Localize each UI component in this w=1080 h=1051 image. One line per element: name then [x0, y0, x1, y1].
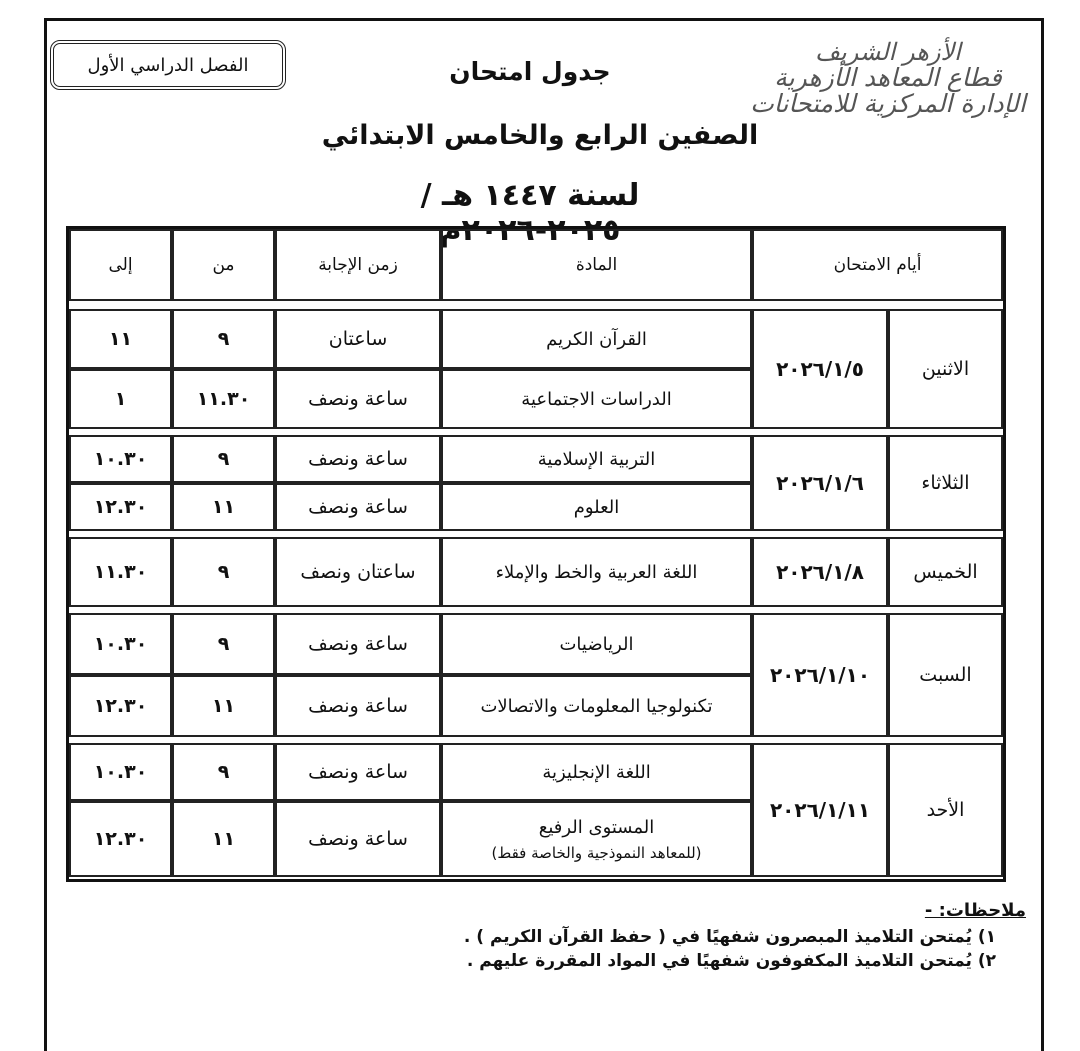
exam-date: ٢٠٢٦/١/٨	[752, 537, 888, 607]
logo-line-3: الإدارة المركزية للامتحانات	[750, 89, 1026, 119]
subject-name: المستوى الرفيع	[538, 816, 655, 838]
header-from: من	[172, 229, 275, 301]
semester-box	[50, 40, 286, 90]
exam-date: ٢٠٢٦/١/١٠	[752, 613, 888, 737]
exam-date: ٢٠٢٦/١/٥	[752, 309, 888, 429]
row-from: ١١	[172, 801, 275, 877]
logo-line-2: قطاع المعاهد الأزهرية	[774, 63, 1002, 93]
row-duration: ساعة ونصف	[275, 743, 441, 801]
semester-label: الفصل الدراسي الأول	[87, 54, 249, 76]
row-from: ١١.٣٠	[172, 369, 275, 429]
row-duration: ساعتان	[275, 309, 441, 369]
row-from: ٩	[172, 743, 275, 801]
row-to: ١١.٣٠	[69, 537, 172, 607]
logo-line-1: الأزهر الشريف	[815, 38, 961, 66]
row-duration: ساعة ونصف	[275, 801, 441, 877]
exam-day: الاثنين	[888, 309, 1003, 429]
row-to: ١٢.٣٠	[69, 675, 172, 737]
row-to: ١٠.٣٠	[69, 613, 172, 675]
row-duration: ساعة ونصف	[275, 435, 441, 483]
row-to: ١٠.٣٠	[69, 743, 172, 801]
row-duration: ساعتان ونصف	[275, 537, 441, 607]
row-subject: تكنولوجيا المعلومات والاتصالات	[441, 675, 752, 737]
institution-logo-text	[748, 40, 1028, 118]
row-duration: ساعة ونصف	[275, 613, 441, 675]
notes-section	[266, 900, 1026, 971]
exam-day: الثلاثاء	[888, 435, 1003, 531]
row-to: ١	[69, 369, 172, 429]
subject-note: (للمعاهد النموذجية والخاصة فقط)	[491, 843, 702, 862]
row-subject: اللغة الإنجليزية	[441, 743, 752, 801]
note-item: ١) يُمتحن التلاميذ المبصرون شفهيًا في ( حفظ القرآن الكريم ) .	[463, 927, 996, 947]
row-duration: ساعة ونصف	[275, 675, 441, 737]
row-from: ٩	[172, 309, 275, 369]
row-from: ٩	[172, 613, 275, 675]
exam-date: ٢٠٢٦/١/١١	[752, 743, 888, 877]
row-duration: ساعة ونصف	[275, 483, 441, 531]
row-from: ١١	[172, 483, 275, 531]
exam-day: السبت	[888, 613, 1003, 737]
row-duration: ساعة ونصف	[275, 369, 441, 429]
row-to: ١٢.٣٠	[69, 801, 172, 877]
row-to: ١٢.٣٠	[69, 483, 172, 531]
document-title: جدول امتحان	[449, 57, 611, 86]
exam-schedule-table	[66, 226, 1006, 882]
exam-day: الأحد	[888, 743, 1003, 877]
row-subject: الدراسات الاجتماعية	[441, 369, 752, 429]
row-to: ١١	[69, 309, 172, 369]
row-subject: التربية الإسلامية	[441, 435, 752, 483]
row-subject	[441, 801, 752, 877]
row-from: ٩	[172, 537, 275, 607]
row-to: ١٠.٣٠	[69, 435, 172, 483]
row-subject: الرياضيات	[441, 613, 752, 675]
note-item: ٢) يُمتحن التلاميذ المكفوفون شفهيًا في المواد المقررة عليهم .	[466, 951, 996, 971]
header-duration: زمن الإجابة	[275, 229, 441, 301]
row-subject: العلوم	[441, 483, 752, 531]
row-subject: القرآن الكريم	[441, 309, 752, 369]
header-days: أيام الامتحان	[752, 229, 1003, 301]
academic-year: لسنة ١٤٤٧ هـ / ٢٠٢٥-٢٠٢٦م	[420, 178, 640, 248]
row-from: ٩	[172, 435, 275, 483]
document-subtitle: الصفين الرابع والخامس الابتدائي	[321, 120, 759, 151]
row-subject: اللغة العربية والخط والإملاء	[441, 537, 752, 607]
header-subject: المادة	[441, 229, 752, 301]
row-from: ١١	[172, 675, 275, 737]
notes-heading: ملاحظات: -	[924, 900, 1026, 921]
exam-date: ٢٠٢٦/١/٦	[752, 435, 888, 531]
exam-day: الخميس	[888, 537, 1003, 607]
header-to: إلى	[69, 229, 172, 301]
